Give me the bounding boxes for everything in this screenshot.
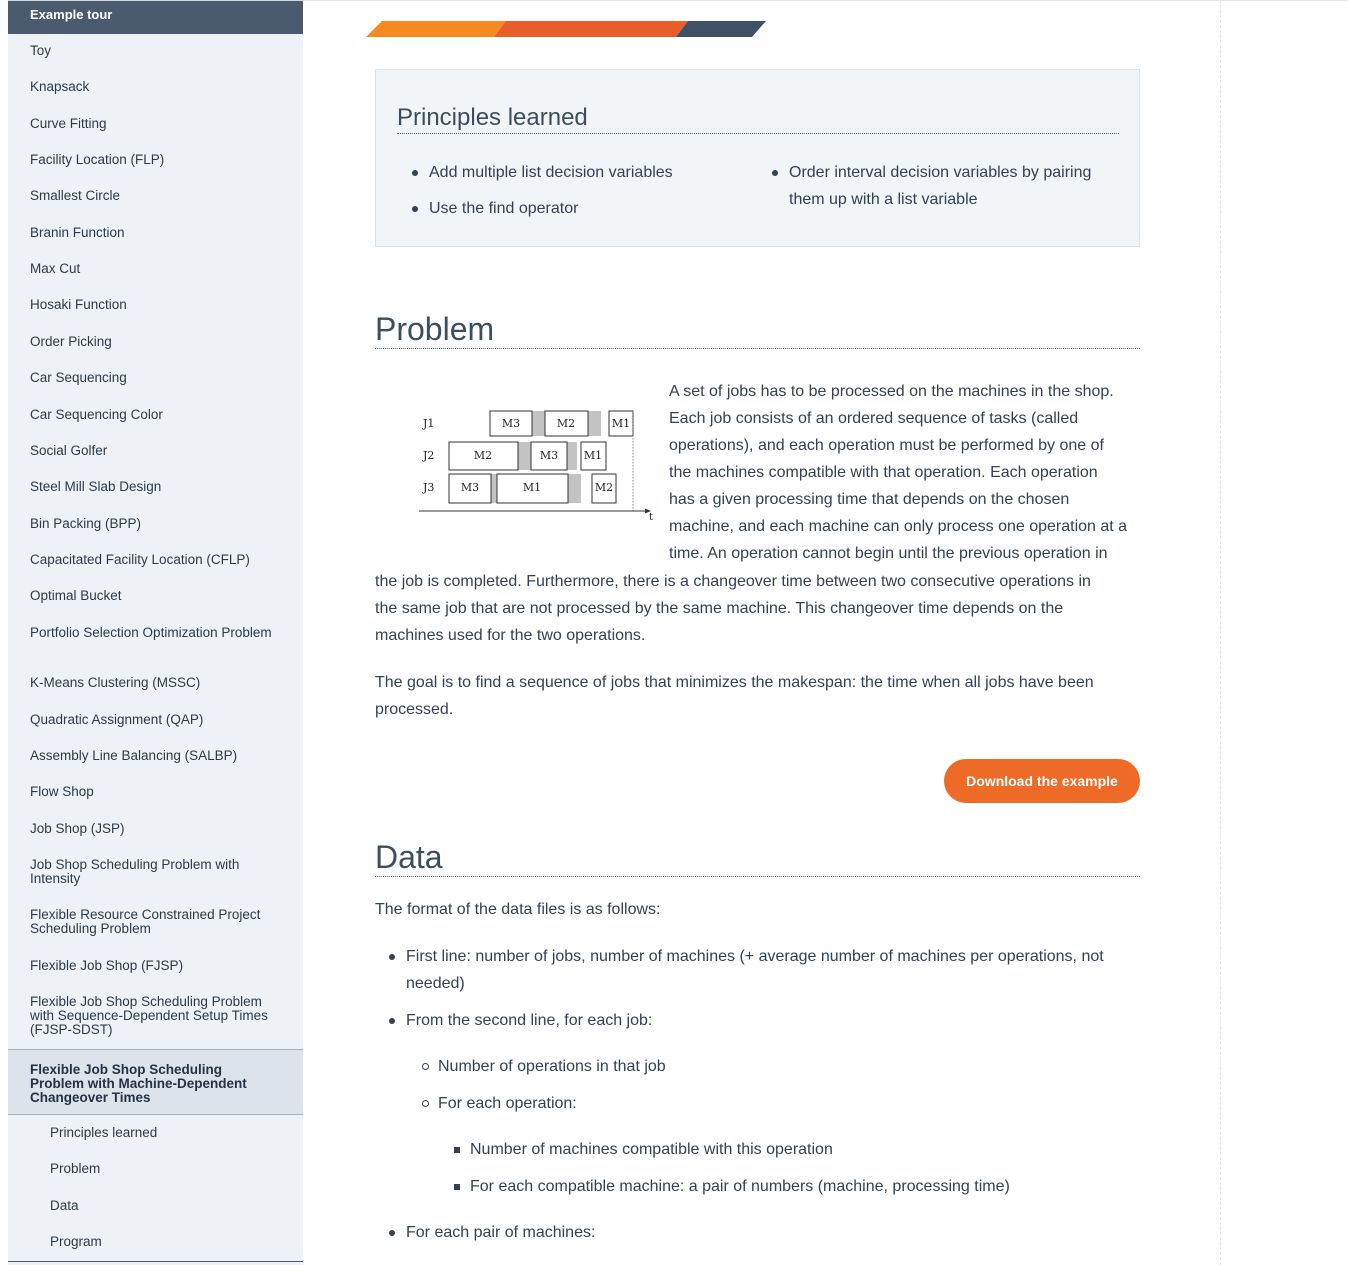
sidebar-item-smallest-circle[interactable]: Smallest Circle — [30, 188, 121, 203]
sidebar-item-bin-packing[interactable]: Bin Packing (BPP) — [30, 516, 142, 531]
sidebar-subitem-problem[interactable]: Problem — [50, 1161, 101, 1176]
sidebar-item-fjsp[interactable]: Flexible Job Shop (FJSP) — [30, 958, 184, 973]
text-line: From the second line, for each job: — [406, 1012, 653, 1029]
sidebar-item-branin-function[interactable]: Branin Function — [30, 225, 125, 240]
text-line: needed) — [406, 975, 465, 992]
operation-label: M2 — [594, 481, 614, 494]
principles-title: Principles learned — [397, 103, 1119, 134]
right-guide-line — [1220, 0, 1221, 1265]
sidebar-item-frcpsp[interactable]: Flexible Resource Constrained Project Scheduling Problem — [30, 907, 261, 936]
problem-paragraph-full — [375, 568, 1165, 649]
text-line: First line: number of jobs, number of machines (+ average number of machines per operations, not — [406, 948, 1104, 965]
operation-label: M1 — [583, 449, 603, 462]
text-line: the job is completed. Furthermore, there is a changeover time between two consecutive operations in — [375, 573, 1091, 590]
sidebar-item-curve-fitting[interactable]: Curve Fitting — [30, 116, 107, 131]
stripe-red — [494, 21, 688, 37]
sidebar-item-facility-location[interactable]: Facility Location (FLP) — [30, 152, 165, 167]
stripe-navy — [676, 21, 766, 37]
bullet-dot — [412, 170, 418, 176]
principle-text: Order interval decision variables by pairing them up with a list variable — [789, 164, 1092, 208]
gantt-figure — [415, 400, 660, 525]
sidebar-item-cflp[interactable]: Capacitated Facility Location (CFLP) — [30, 552, 250, 567]
text-line: For each operation: — [438, 1095, 577, 1112]
sidebar-item-qap[interactable]: Quadratic Assignment (QAP) — [30, 712, 204, 727]
text-line: has a given processing time that depends on the chosen — [669, 491, 1070, 508]
job-label: J2 — [423, 449, 435, 462]
text-line: Number of operations in that job — [438, 1058, 666, 1075]
changeover-block — [491, 474, 497, 503]
text-line: machines used for the two operations. — [375, 627, 646, 644]
text-line: A set of jobs has to be processed on the machines in the shop. — [669, 383, 1114, 400]
operation-label: M3 — [539, 449, 559, 462]
bullet-dot — [389, 954, 395, 960]
data-list-item — [406, 1007, 1146, 1034]
sidebar-item-kmeans[interactable]: K-Means Clustering (MSSC) — [30, 675, 201, 690]
text-line: the machines compatible with that operation. Each operation — [669, 464, 1098, 481]
sidebar-item-car-sequencing-color[interactable]: Car Sequencing Color — [30, 407, 163, 422]
text-line: the same job that are not processed by the same machine. This changeover time depends on the — [375, 600, 1064, 617]
sidebar-item-toy[interactable]: Toy — [30, 43, 52, 58]
sidebar-subitem-data[interactable]: Data — [50, 1198, 79, 1213]
decorative-stripe — [366, 21, 766, 37]
sidebar-item-flow-shop[interactable]: Flow Shop — [30, 784, 94, 799]
sidebar-current-label: Flexible Job Shop Scheduling Problem with Machine-Dependent Changeover Times — [30, 1062, 247, 1105]
principle-text: Add multiple list decision variables — [429, 164, 673, 181]
data-list-item — [406, 943, 1146, 997]
time-axis-label: t — [649, 512, 654, 523]
principle-item — [429, 195, 759, 222]
operation-label: M2 — [473, 449, 493, 462]
sidebar-item-hosaki-function[interactable]: Hosaki Function — [30, 297, 127, 312]
data-subsublist-item — [470, 1136, 1150, 1163]
principles-box — [375, 69, 1140, 247]
changeover-block — [518, 442, 531, 470]
data-list-item — [406, 1219, 1146, 1246]
sidebar-item-knapsack[interactable]: Knapsack — [30, 79, 90, 94]
changeover-block — [532, 411, 545, 436]
sidebar-item-car-sequencing[interactable]: Car Sequencing — [30, 370, 127, 385]
operation-label: M1 — [522, 481, 542, 494]
data-intro: The format of the data files is as follows: — [375, 901, 661, 918]
data-heading: Data — [375, 838, 1140, 877]
sidebar-item-max-cut[interactable]: Max Cut — [30, 261, 81, 276]
bullet-dot — [389, 1018, 395, 1024]
operation-label: M3 — [501, 417, 521, 430]
text-line: For each compatible machine: a pair of numbers (machine, processing time) — [470, 1178, 1010, 1195]
job-label: J3 — [423, 481, 435, 494]
bullet-dot — [412, 206, 418, 212]
text-line: operations), and each operation must be performed by one of — [669, 437, 1104, 454]
problem-goal-paragraph — [375, 669, 1165, 723]
text-line: Each job consists of an ordered sequence of tasks (called — [669, 410, 1079, 427]
text-line: The goal is to find a sequence of jobs that minimizes the makespan: the time when all jobs have been — [375, 674, 1094, 691]
stripe-orange — [366, 21, 506, 37]
data-subsublist-item — [470, 1173, 1150, 1200]
circle-bullet — [422, 1100, 429, 1107]
data-sublist-item — [438, 1090, 1138, 1117]
text-line: For each pair of machines: — [406, 1224, 596, 1241]
sidebar-header[interactable]: Example tour — [8, 0, 303, 34]
sidebar-item-order-picking[interactable]: Order Picking — [30, 334, 112, 349]
principle-item — [789, 159, 1119, 213]
sidebar-subitem-program[interactable]: Program — [50, 1234, 102, 1249]
sidebar-item-fjsp-sdst[interactable]: Flexible Job Shop Scheduling Problem with Sequence-Dependent Setup Times (FJSP-SDST) — [30, 994, 268, 1037]
problem-paragraph-wrap — [669, 378, 1149, 567]
sidebar-item-optimal-bucket[interactable]: Optimal Bucket — [30, 588, 122, 603]
text-line: time. An operation cannot begin until the previous operation in — [669, 545, 1108, 562]
operation-label: M3 — [460, 481, 480, 494]
bullet-dot — [772, 170, 778, 176]
sidebar-item-jsp-intensity[interactable]: Job Shop Scheduling Problem with Intensity — [30, 857, 240, 886]
problem-heading: Problem — [375, 310, 1140, 349]
square-bullet — [454, 1147, 460, 1153]
circle-bullet — [422, 1063, 429, 1070]
sidebar-subitem-principles[interactable]: Principles learned — [50, 1125, 158, 1140]
principle-text: Use the find operator — [429, 200, 579, 217]
sidebar-item-job-shop[interactable]: Job Shop (JSP) — [30, 821, 125, 836]
text-line: machine, and each machine can only process one operation at a — [669, 518, 1128, 535]
sidebar-bottom-divider — [8, 1261, 303, 1262]
bullet-dot — [389, 1230, 395, 1236]
square-bullet — [454, 1184, 460, 1190]
sidebar-item-steel-mill[interactable]: Steel Mill Slab Design — [30, 479, 162, 494]
changeover-block — [567, 442, 577, 470]
sidebar-item-current[interactable] — [8, 1049, 303, 1115]
data-sublist-item — [438, 1053, 1138, 1080]
changeover-block — [588, 411, 601, 436]
top-divider — [303, 0, 1348, 1]
sidebar — [8, 0, 303, 1265]
text-line: processed. — [375, 701, 454, 718]
operation-label: M2 — [556, 417, 576, 430]
sidebar-item-portfolio-selection[interactable]: Portfolio Selection Optimization Problem — [30, 625, 272, 640]
job-label: J1 — [423, 417, 435, 430]
text-line: Number of machines compatible with this operation — [470, 1141, 833, 1158]
sidebar-item-salbp[interactable]: Assembly Line Balancing (SALBP) — [30, 748, 238, 763]
download-example-button[interactable]: Download the example — [944, 759, 1140, 803]
operation-label: M1 — [611, 417, 631, 430]
changeover-block — [568, 474, 581, 503]
principle-item — [429, 159, 759, 186]
sidebar-item-social-golfer[interactable]: Social Golfer — [30, 443, 108, 458]
